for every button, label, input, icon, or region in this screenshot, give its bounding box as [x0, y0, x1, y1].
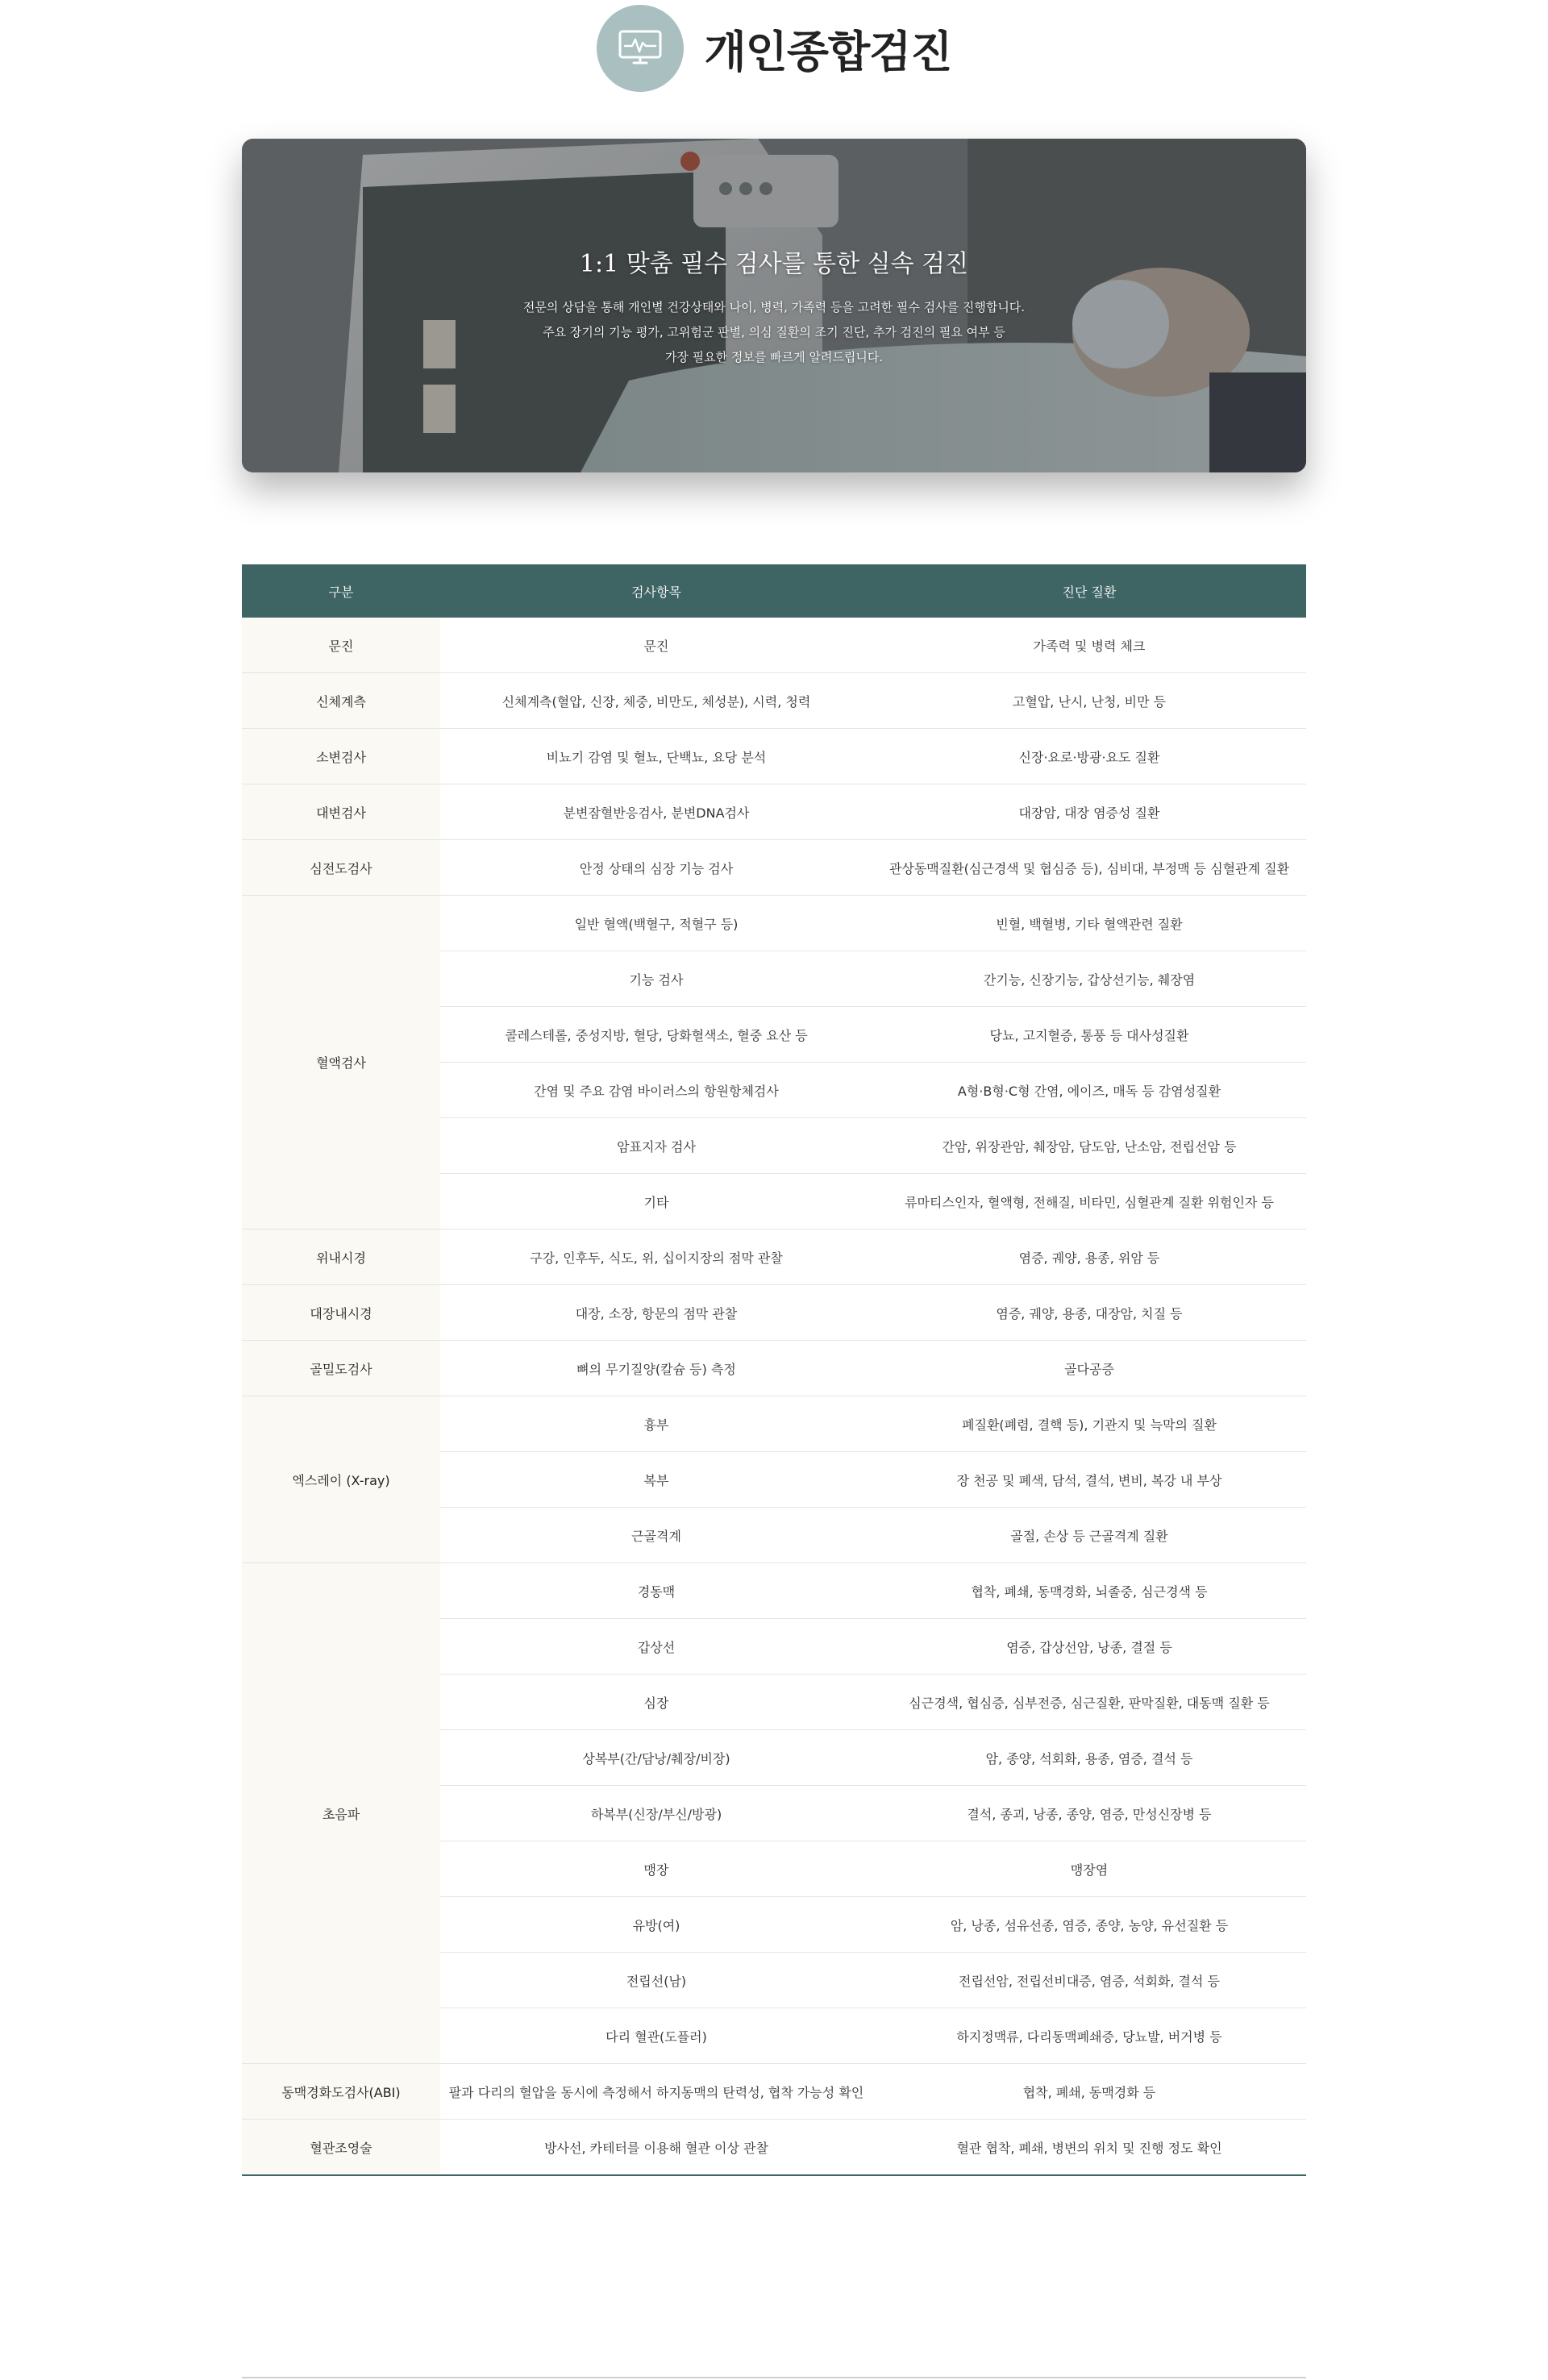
- disease-cell: 고혈압, 난시, 난청, 비만 등: [872, 673, 1306, 729]
- item-cell: 복부: [440, 1452, 872, 1508]
- disease-cell: 골다공증: [872, 1341, 1306, 1396]
- category-cell: 신체계측: [242, 673, 440, 729]
- hero-description: [242, 295, 1306, 370]
- hero-desc-line: 주요 장기의 기능 평가, 고위험군 판별, 의심 질환의 조기 진단, 추가 검진의 필요 여부 등: [543, 325, 1005, 339]
- disease-cell: 가족력 및 병력 체크: [872, 618, 1306, 673]
- category-cell: 혈액검사: [242, 896, 440, 1230]
- hero-banner: [242, 139, 1306, 472]
- item-cell: 흉부: [440, 1396, 872, 1452]
- item-cell: 콜레스테롤, 중성지방, 혈당, 당화혈색소, 혈중 요산 등: [440, 1007, 872, 1063]
- category-cell: 동맥경화도검사(ABI): [242, 2064, 440, 2120]
- disease-cell: 협착, 폐쇄, 동맥경화, 뇌졸중, 심근경색 등: [872, 1563, 1306, 1619]
- category-cell: 대장내시경: [242, 1285, 440, 1341]
- disease-cell: 빈혈, 백혈병, 기타 혈액관련 질환: [872, 896, 1306, 951]
- exam-table-wrapper: [242, 564, 1306, 2176]
- category-cell: 혈관조영술: [242, 2120, 440, 2176]
- category-cell: 엑스레이 (X-ray): [242, 1396, 440, 1563]
- disease-cell: 당뇨, 고지혈증, 통풍 등 대사성질환: [872, 1007, 1306, 1063]
- page-title: 개인종합검진: [704, 26, 952, 77]
- table-row: [242, 2064, 1306, 2120]
- item-cell: 문진: [440, 618, 872, 673]
- disease-cell: 류마티스인자, 혈액형, 전해질, 비타민, 심혈관계 질환 위험인자 등: [872, 1174, 1306, 1230]
- table-row: [242, 618, 1306, 673]
- table-row: [242, 673, 1306, 729]
- item-cell: 기능 검사: [440, 951, 872, 1007]
- disease-cell: 신장·요로·방광·요도 질환: [872, 729, 1306, 784]
- table-row: [242, 896, 1306, 951]
- item-cell: 경동맥: [440, 1563, 872, 1619]
- hero-desc-line: 전문의 상담을 통해 개인별 건강상태와 나이, 병력, 가족력 등을 고려한 필수 검사를 진행합니다.: [522, 300, 1026, 314]
- item-cell: 유방(여): [440, 1897, 872, 1953]
- bottom-divider: [242, 2377, 1306, 2378]
- hero-heading: 1:1 맞춤 필수 검사를 통한 실속 검진: [579, 250, 969, 278]
- item-cell: 방사선, 카테터를 이용해 혈관 이상 관찰: [440, 2120, 872, 2176]
- item-cell: 신체계측(혈압, 신장, 체중, 비만도, 체성분), 시력, 청력: [440, 673, 872, 729]
- disease-cell: 관상동맥질환(심근경색 및 협심증 등), 심비대, 부정맥 등 심혈관계 질환: [872, 840, 1306, 896]
- item-cell: 근골격계: [440, 1508, 872, 1563]
- page-header: [0, 0, 1548, 97]
- table-row: [242, 729, 1306, 784]
- header-item: 검사항목: [440, 564, 872, 618]
- item-cell: 하복부(신장/부신/방광): [440, 1786, 872, 1841]
- item-cell: 기타: [440, 1174, 872, 1230]
- disease-cell: 폐질환(폐렴, 결핵 등), 기관지 및 늑막의 질환: [872, 1396, 1306, 1452]
- table-row: [242, 1563, 1306, 1619]
- header-category: 구분: [242, 564, 440, 618]
- category-cell: 심전도검사: [242, 840, 440, 896]
- item-cell: 심장: [440, 1675, 872, 1730]
- table-row: [242, 840, 1306, 896]
- item-cell: 일반 혈액(백혈구, 적혈구 등): [440, 896, 872, 951]
- table-row: [242, 1230, 1306, 1285]
- header-inner: [597, 5, 952, 92]
- disease-cell: 간기능, 신장기능, 갑상선기능, 췌장염: [872, 951, 1306, 1007]
- item-cell: 비뇨기 감염 및 혈뇨, 단백뇨, 요당 분석: [440, 729, 872, 784]
- disease-cell: 전립선암, 전립선비대증, 염증, 석회화, 결석 등: [872, 1953, 1306, 2008]
- disease-cell: 맹장염: [872, 1841, 1306, 1897]
- exam-table: [242, 564, 1306, 2176]
- item-cell: 팔과 다리의 혈압을 동시에 측정해서 하지동맥의 탄력성, 협착 가능성 확인: [440, 2064, 872, 2120]
- table-row: [242, 2120, 1306, 2176]
- item-cell: 전립선(남): [440, 1953, 872, 2008]
- table-header-row: [242, 564, 1306, 618]
- disease-cell: 혈관 협착, 폐쇄, 병변의 위치 및 진행 정도 확인: [872, 2120, 1306, 2176]
- category-cell: 소변검사: [242, 729, 440, 784]
- disease-cell: 암, 종양, 석회화, 용종, 염증, 결석 등: [872, 1730, 1306, 1786]
- item-cell: 다리 혈관(도플러): [440, 2008, 872, 2064]
- item-cell: 구강, 인후두, 식도, 위, 십이지장의 점막 관찰: [440, 1230, 872, 1285]
- disease-cell: 심근경색, 협심증, 심부전증, 심근질환, 판막질환, 대동맥 질환 등: [872, 1675, 1306, 1730]
- header-disease: 진단 질환: [872, 564, 1306, 618]
- hero-desc-line: 가장 필요한 정보를 빠르게 알려드립니다.: [664, 350, 884, 364]
- item-cell: 암표지자 검사: [440, 1118, 872, 1174]
- item-cell: 대장, 소장, 항문의 점막 관찰: [440, 1285, 872, 1341]
- item-cell: 간염 및 주요 감염 바이러스의 항원항체검사: [440, 1063, 872, 1118]
- category-cell: 위내시경: [242, 1230, 440, 1285]
- disease-cell: 염증, 갑상선암, 낭종, 결절 등: [872, 1619, 1306, 1675]
- table-row: [242, 1285, 1306, 1341]
- disease-cell: 골절, 손상 등 근골격계 질환: [872, 1508, 1306, 1563]
- item-cell: 분변잠혈반응검사, 분변DNA검사: [440, 784, 872, 840]
- table-row: [242, 1396, 1306, 1452]
- item-cell: 뼈의 무기질양(칼슘 등) 측정: [440, 1341, 872, 1396]
- disease-cell: 하지정맥류, 다리동맥폐쇄증, 당뇨발, 버거병 등: [872, 2008, 1306, 2064]
- item-cell: 갑상선: [440, 1619, 872, 1675]
- disease-cell: 간암, 위장관암, 췌장암, 담도암, 난소암, 전립선암 등: [872, 1118, 1306, 1174]
- monitor-pulse-icon-graphic: [618, 29, 663, 68]
- monitor-pulse-icon: [597, 5, 684, 92]
- disease-cell: 결석, 종괴, 낭종, 종양, 염증, 만성신장병 등: [872, 1786, 1306, 1841]
- exam-table-body: [242, 618, 1306, 2175]
- disease-cell: 장 천공 및 폐색, 담석, 결석, 변비, 복강 내 부상: [872, 1452, 1306, 1508]
- item-cell: 상복부(간/담낭/췌장/비장): [440, 1730, 872, 1786]
- table-row: [242, 1341, 1306, 1396]
- disease-cell: 협착, 폐쇄, 동맥경화 등: [872, 2064, 1306, 2120]
- category-cell: 문진: [242, 618, 440, 673]
- category-cell: 골밀도검사: [242, 1341, 440, 1396]
- category-cell: 초음파: [242, 1563, 440, 2064]
- item-cell: 안정 상태의 심장 기능 검사: [440, 840, 872, 896]
- table-row: [242, 784, 1306, 840]
- category-cell: 대변검사: [242, 784, 440, 840]
- disease-cell: 염증, 궤양, 용종, 대장암, 치질 등: [872, 1285, 1306, 1341]
- disease-cell: 대장암, 대장 염증성 질환: [872, 784, 1306, 840]
- disease-cell: 염증, 궤양, 용종, 위암 등: [872, 1230, 1306, 1285]
- item-cell: 맹장: [440, 1841, 872, 1897]
- disease-cell: 암, 낭종, 섬유선종, 염증, 종양, 농양, 유선질환 등: [872, 1897, 1306, 1953]
- hero-text: [242, 243, 1306, 370]
- disease-cell: A형·B형·C형 간염, 에이즈, 매독 등 감염성질환: [872, 1063, 1306, 1118]
